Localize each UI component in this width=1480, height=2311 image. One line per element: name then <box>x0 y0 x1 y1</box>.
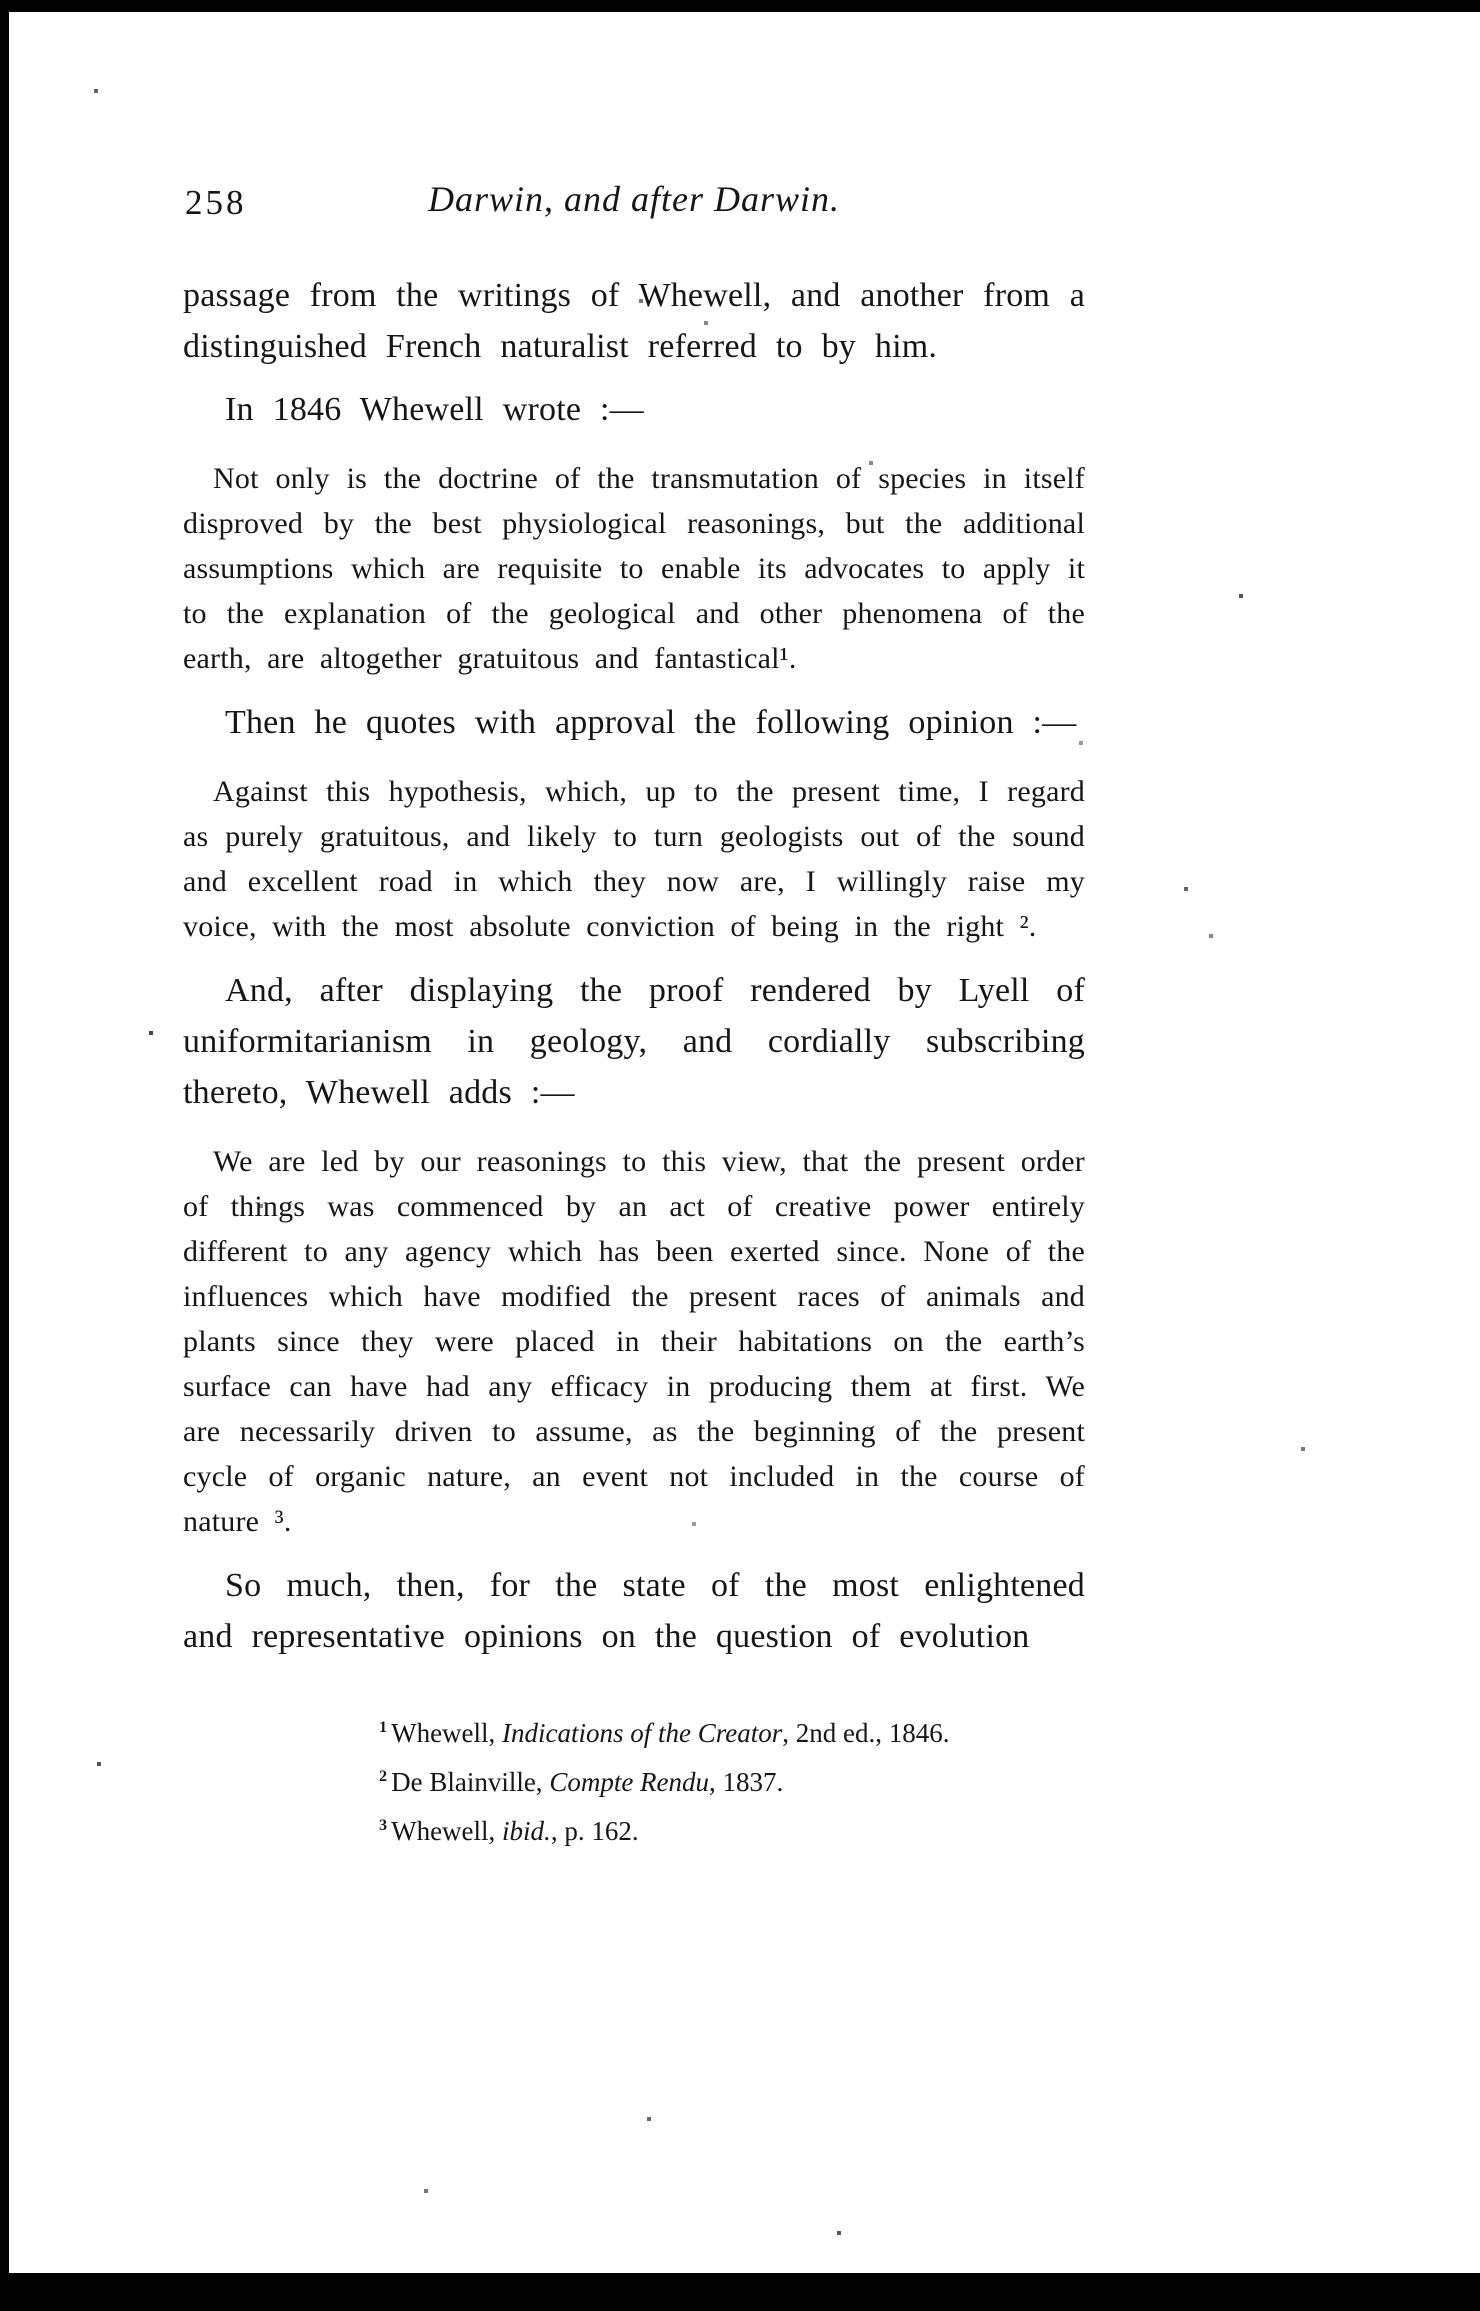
scan-edge-top <box>0 0 1480 12</box>
footnote-marker: 2 <box>379 1767 388 1785</box>
running-head <box>183 178 1085 232</box>
footnote-rest: , 2nd ed., 1846. <box>782 1718 950 1748</box>
footnote-work-title: Compte Rendu <box>549 1767 710 1797</box>
footnote-marker: 1 <box>379 1718 388 1736</box>
quote-de-blainville: Against this hypothesis, which, up to the present time, I regard as purely gratuitous, and likely to turn geologists out of the sound and excellent road in which they now are, I willingly raise my voice, with the most absolute conviction of being in the right ². <box>183 775 1085 943</box>
footnote-author: De Blainville, <box>391 1767 550 1797</box>
running-title: Darwin, and after Darwin. <box>427 179 841 219</box>
quote-whewell-adds: We are led by our reasonings to this view, that the present order of things was commenced by an act of creative power entirely different to any agency which has been exerted since. None of the influences which have modified the present races of animals and plants since they were placed in their habitations on the earth’s surface can have had any efficacy in producing them at first. We are necessarily driven to assume, as the beginning of the present cycle of organic nature, an event not included in the course of nature ³. <box>183 1145 1085 1538</box>
paragraph-after-displaying: And, after displaying the proof rendered by Lyell of uniformitarianism in geology, and cordially subscribing thereto, Whewell adds :— <box>183 972 1085 1111</box>
footnote-work-title: Indications of the Creator <box>502 1718 783 1748</box>
footnote-author: Whewell, <box>391 1816 503 1846</box>
quote-whewell-1846: Not only is the doctrine of the transmutation of species in itself disproved by the best physiological reasonings, but the additional assumptions which are requisite to enable its advocates to apply it to the explanation of the geological and other phenomena of the earth, are altogether gratuitous and fantastical¹. <box>183 462 1085 675</box>
page-number: 258 <box>185 183 247 222</box>
page-content <box>183 178 1085 1853</box>
footnote-2 <box>379 1755 1085 1804</box>
footnotes <box>379 1706 1085 1853</box>
footnote-work-title: ibid. <box>502 1816 551 1846</box>
footnote-rest: , p. 162. <box>550 1816 639 1846</box>
scan-edge-left <box>0 0 9 2311</box>
scan-edge-bottom <box>0 2273 1480 2311</box>
footnote-marker: 3 <box>379 1816 388 1834</box>
paragraph-so-much-then: So much, then, for the state of the most enlightened and representative opinions on the question of evolution <box>183 1567 1085 1655</box>
paragraph-whewell-wrote: In 1846 Whewell wrote :— <box>225 391 644 428</box>
paragraph-quotes-approval: Then he quotes with approval the following opinion :— <box>225 704 1077 741</box>
footnote-author: Whewell, <box>391 1718 503 1748</box>
footnote-rest: , 1837. <box>709 1767 784 1797</box>
paragraph-continuation: passage from the writings of Whewell, and another from a distinguished French naturalist referred to by him. <box>183 277 1085 365</box>
footnote-1 <box>379 1706 1085 1755</box>
footnote-3 <box>379 1804 1085 1853</box>
